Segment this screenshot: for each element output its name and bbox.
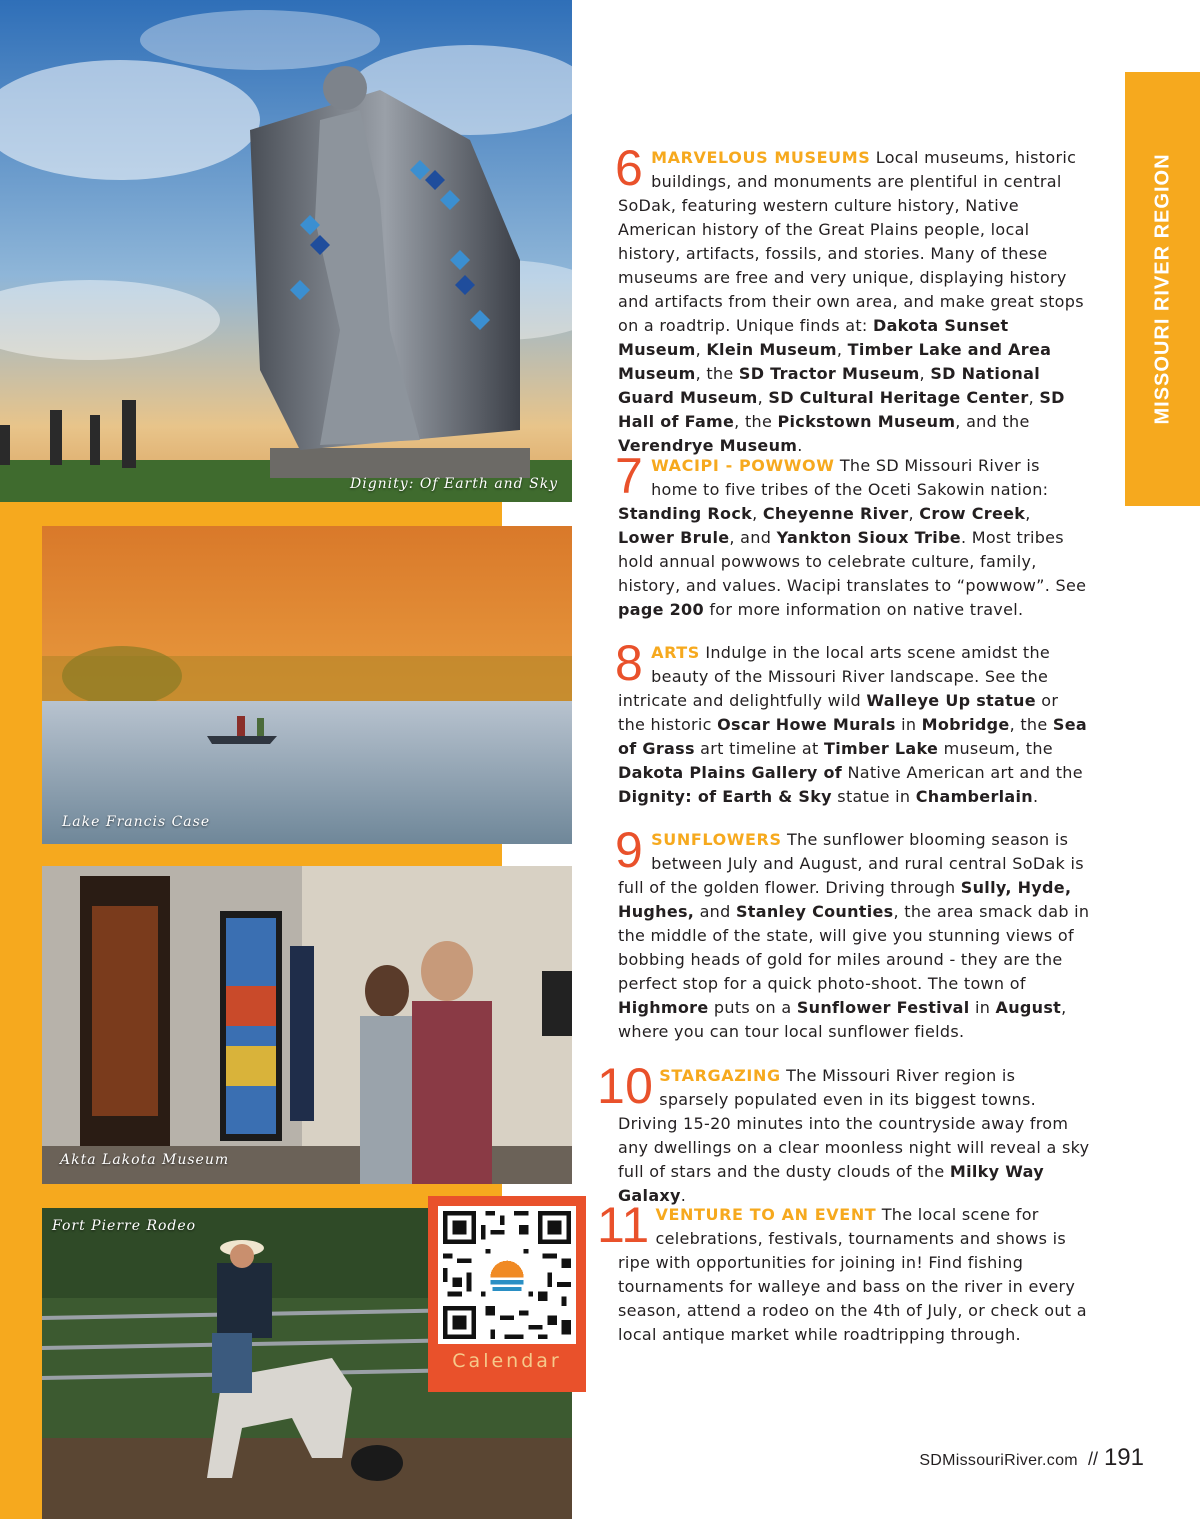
- article-number: 11: [597, 1197, 650, 1253]
- highlighted-place: page 200: [618, 600, 704, 619]
- highlighted-place: Dakota Plains Gallery of: [618, 763, 843, 782]
- rodeo-caption: Fort Pierre Rodeo: [52, 1218, 197, 1234]
- museum-caption: Akta Lakota Museum: [60, 1152, 230, 1168]
- article-heading: WACIPI - POWWOW: [651, 456, 835, 475]
- museum-photo: [42, 866, 572, 1184]
- highlighted-place: Mobridge: [921, 715, 1010, 734]
- article-sunflowers: [615, 822, 1090, 1044]
- page-number: 191: [1103, 1444, 1144, 1471]
- qr-code[interactable]: [438, 1206, 576, 1344]
- article-number: 9: [615, 822, 644, 878]
- calendar-qr-box[interactable]: [428, 1196, 586, 1392]
- article-stargazing: [597, 1058, 1090, 1208]
- orange-strip: [42, 844, 502, 866]
- highlighted-place: Lower Brule: [618, 528, 730, 547]
- highlighted-place: Sully, Hyde, Hughes,: [618, 878, 1072, 921]
- footer-website[interactable]: SDMissouriRiver.com: [919, 1452, 1078, 1469]
- highlighted-place: Sea of Grass: [618, 715, 1087, 758]
- highlighted-place: SD National Guard Museum: [618, 364, 1040, 407]
- region-tab: [1125, 72, 1200, 506]
- article-heading: ARTS: [651, 643, 700, 662]
- article-heading: VENTURE TO AN EVENT: [655, 1205, 877, 1224]
- highlighted-place: Stanley Counties: [735, 902, 894, 921]
- highlighted-place: SD Cultural Heritage Center: [768, 388, 1029, 407]
- highlighted-place: Pickstown Museum: [777, 412, 956, 431]
- article-number: 6: [615, 140, 644, 196]
- qr-label: Calendar: [452, 1350, 562, 1372]
- highlighted-place: Oscar Howe Murals: [717, 715, 896, 734]
- article-heading: SUNFLOWERS: [651, 830, 782, 849]
- highlighted-place: SD Tractor Museum: [738, 364, 920, 383]
- highlighted-place: Timber Lake and Area Museum: [618, 340, 1052, 383]
- article-number: 10: [597, 1058, 654, 1114]
- highlighted-place: Dignity: of Earth & Sky: [618, 787, 832, 806]
- highlighted-place: Cheyenne River: [762, 504, 909, 523]
- statue-photo: [0, 0, 572, 502]
- highlighted-place: Crow Creek: [919, 504, 1026, 523]
- highlighted-place: August: [995, 998, 1062, 1017]
- lake-caption: Lake Francis Case: [62, 814, 211, 830]
- article-arts: [615, 635, 1090, 809]
- article-body: The SD Missouri River is home to five tribes of the Oceti Sakowin nation: Standing Rock, Cheyenne River, Crow Creek, Lower Brule, and Yankton Sioux Tribe. Most tribes hold annual powwows to celebrate culture, family, history, and values. Wacipi translates to “powwow”. See page 200 for more information on native travel.: [618, 456, 1087, 619]
- article-heading: STARGAZING: [659, 1066, 781, 1085]
- highlighted-place: Sunflower Festival: [796, 998, 970, 1017]
- article-powwow: [615, 448, 1090, 622]
- highlighted-place: Yankton Sioux Tribe: [776, 528, 961, 547]
- highlighted-place: SD Hall of Fame: [618, 388, 1065, 431]
- highlighted-place: Verendrye Museum: [618, 436, 798, 455]
- lake-photo: [42, 526, 572, 844]
- highlighted-place: Klein Museum: [706, 340, 837, 359]
- article-number: 8: [615, 635, 644, 691]
- article-heading: MARVELOUS MUSEUMS: [651, 148, 871, 167]
- article-museums: [615, 140, 1090, 458]
- highlighted-place: Chamberlain: [915, 787, 1034, 806]
- article-body: The Missouri River region is sparsely populated even in its biggest towns. Driving 15-20 minutes into the countryside away from any dwellings on a clear moonless night will reveal a sky full of stars and the dusty clouds of the Milky Way Galaxy.: [618, 1066, 1090, 1205]
- article-events: [597, 1197, 1090, 1347]
- region-tab-label: MISSOURI RIVER REGION: [1151, 153, 1173, 425]
- highlighted-place: Milky Way Galaxy: [618, 1162, 1044, 1205]
- article-body: The local scene for celebrations, festivals, tournaments and shows is ripe with opportunities for joining in! Find fishing tournaments for walleye and bass on the river in every season, attend a rodeo on the 4th of July, or check out a local antique market while roadtripping through.: [618, 1205, 1087, 1344]
- article-body: Indulge in the local arts scene amidst the beauty of the Missouri River landscape. See the intricate and delightfully wild Walleye Up statue or the historic Oscar Howe Murals in Mobridge, the Sea of Grass art timeline at Timber Lake museum, the Dakota Plains Gallery of Native American art and the Dignity: of Earth & Sky statue in Chamberlain.: [618, 643, 1087, 806]
- orange-band: [0, 502, 42, 1519]
- article-number: 7: [615, 448, 644, 504]
- orange-strip: [42, 502, 502, 526]
- highlighted-place: Walleye Up statue: [866, 691, 1036, 710]
- highlighted-place: Timber Lake: [824, 739, 939, 758]
- page-footer: [880, 1444, 1144, 1472]
- footer-separator: //: [1087, 1449, 1098, 1469]
- statue-caption: Dignity: Of Earth and Sky: [350, 476, 559, 492]
- highlighted-place: Highmore: [618, 998, 709, 1017]
- highlighted-place: Standing Rock: [618, 504, 753, 523]
- highlighted-place: Dakota Sunset Museum: [618, 316, 1009, 359]
- article-body: The sunflower blooming season is between July and August, and rural central SoDak is full of the golden flower. Driving through Sully, Hyde, Hughes, and Stanley Counties, the area smack dab in the middle of the state, will give you stunning views of bobbing heads of gold for miles around - they are the perfect stop for a quick photo-shoot. The town of Highmore puts on a Sunflower Festival in August, where you can tour local sunflower fields.: [618, 830, 1090, 1041]
- article-body: Local museums, historic buildings, and monuments are plentiful in central SoDak, featuring western culture history, Native American history of the Great Plains people, local history, artifacts, fossils, and stories. Many of these museums are free and very unique, displaying history and artifacts from their own area, and make great stops on a roadtrip. Unique finds at: Dakota Sunset Museum, Klein Museum, Timber Lake and Area Museum, the SD Tractor Museum, SD National Guard Museum, SD Cultural Heritage Center, SD Hall of Fame, the Pickstown Museum, and the Verendrye Museum.: [618, 148, 1084, 455]
